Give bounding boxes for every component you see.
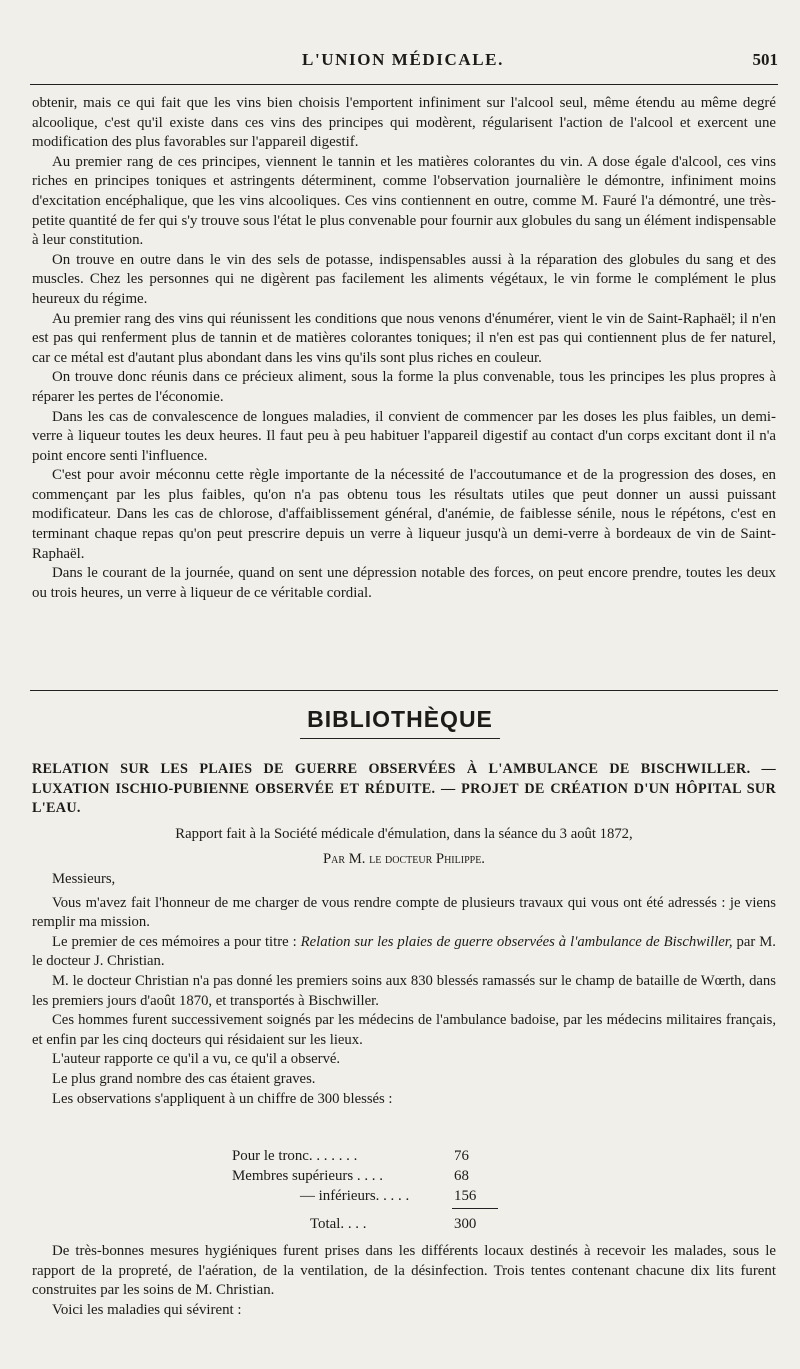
row-value: 68 [454,1168,469,1184]
article-paragraph: Au premier rang de ces principes, viennent le tannin et les matières colorantes du vin. A dose égale d'alcool, ces vins riches en principes toniques et astringents déterminent, comme l'observation journalière le démontre, infiniment moins d'excitation encéphalique, que les vins alcooliques. Ces vins contiennent en outre, comme M. Fauré l'a démontré, une très-petite quantité de fer qui s'y trouve sous l'état le plus convenable pour fournir aux globules du sang un élément indispensable à leur constitution. [32,153,776,249]
article-paragraph: Au premier rang des vins qui réunissent les conditions que nous venons d'énumérer, vient le vin de Saint-Raphaël; il n'en est pas qui renferment plus de tannin et de matières colorantes toniques; il n'en est pas qui contiennent plus de fer naturel, car ce métal est d'autant plus abondant dans les vins qu'ils sont plus riches en couleur. [32,310,776,366]
total-label: Total. . . . [310,1216,367,1232]
intro-paragraph: Vous m'avez fait l'honneur de me charger de vous rendre compte de plusieurs travaux qui vous ont été adressés : je viens remplir ma mission. [32,894,776,931]
auteur-paragraph: L'auteur rapporte ce qu'il a vu, ce qu'il a observé. [52,1051,341,1068]
first-memoir-paragraph [32,933,776,972]
observations-paragraph: Les observations s'appliquent à un chiffre de 300 blessés : [52,1090,393,1107]
first-memoir-title: Relation sur les plaies de guerre observées à l'ambulance de Bischwiller, [300,933,733,950]
first-memoir-prefix: Le premier de ces mémoires a pour titre : [52,933,301,950]
section-divider [30,690,778,691]
page-number: 501 [752,50,778,69]
author-line: Par M. le docteur Philippe. [323,851,485,868]
article-body [32,94,776,603]
total-value: 300 [454,1216,477,1232]
article-paragraph: Dans le courant de la journée, quand on sent une dépression notable des forces, on peut encore prendre, toutes les deux ou trois heures, un verre à liqueur de ce véritable cordial. [32,565,776,601]
mesures-paragraph: De très-bonnes mesures hygiéniques furent prises dans les différents locaux destinés à recevoir les malades, sous le rapport de la propreté, de l'aération, de la ventilation, de la désinfection. Trois tentes contenant chacune dix lits furent construites par les soins de M. Christian. [32,1243,776,1299]
total-rule [452,1208,498,1209]
row-label: Pour le tronc. . . . . . . [232,1148,358,1164]
table-row [0,1188,800,1208]
row-value: 76 [454,1148,469,1164]
graves-paragraph: Le plus grand nombre des cas étaient graves. [52,1070,316,1087]
running-title: L'UNION MÉDICALE. [302,50,504,69]
section-title: BIBLIOTHÈQUE [307,706,493,732]
maladies-paragraph: Voici les maladies qui sévirent : [52,1301,242,1318]
page-header [28,46,778,76]
work-title: RELATION SUR LES PLAIES DE GUERRE OBSERVÉES À L'AMBULANCE DE BISCHWILLER. — LUXATION ISCHIO-PUBIENNE OBSERVÉE ET RÉDUITE. — PROJET DE CRÉATION D'UN HÔPITAL SUR L'EAU. [32,761,776,817]
table-row [0,1148,800,1168]
article-paragraph: On trouve donc réunis dans ce précieux aliment, sous la forme la plus convenable, tous les principes les plus propres à réparer les pertes de l'économie. [32,369,776,405]
table-row [0,1168,800,1188]
bibliotheque-section [32,760,776,1109]
row-value: 156 [454,1188,477,1204]
article-paragraph: C'est pour avoir méconnu cette règle importante de la nécessité de l'accoutumance et de la progression des doses, en commençant par les plus faibles, qu'on n'a pas obtenu tous les résultats utiles que peut donner un aussi puissant modificateur. Dans les cas de chlorose, d'affaiblissement général, d'anémie, de faiblesse sénile, nous le répétons, c'est en terminant chaque repas qu'on peut prescrire depuis un verre à liqueur jusqu'à un demi-verre à bordeaux de vin de Saint-Raphaël. [32,467,776,562]
closing-text [32,1242,776,1320]
article-paragraph: On trouve en outre dans le vin des sels de potasse, indispensables aussi à la réparation des globules du sang et des muscles. Chez les personnes qui ne digèrent pas facilement les aliments végétaux, le vin forme le complément le plus heureux du régime. [32,251,776,307]
row-label: — inférieurs. . . . . [300,1188,410,1204]
total-row [0,1216,800,1236]
header-rule [30,84,778,85]
first-memoir-suffix: par M. le docteur J. Christian. [32,933,776,970]
soignes-paragraph: Ces hommes furent successivement soignés par les médecins de l'ambulance badoise, par les médecins militaires français, et enfin par les cinq docteurs qui résidaient sur les lieux. [32,1012,776,1048]
salutation: Messieurs, [52,870,116,887]
report-line: Rapport fait à la Société médicale d'émulation, dans la séance du 3 août 1872, [175,825,633,842]
article-paragraph: Dans les cas de convalescence de longues maladies, il convient de commencer par les doses les plus faibles, un demi-verre à liqueur toutes les deux heures. Il faut peu à peu habituer l'appareil digestif au contact d'un corps excitant dont il n'a point encore senti l'influence. [32,408,776,464]
row-label: Membres supérieurs . . . . [232,1168,383,1184]
article-paragraph: obtenir, mais ce qui fait que les vins bien choisis l'emportent infiniment sur l'alcool seul, même étendu au même degré alcoolique, c'est qu'il existe dans ces vins des principes qui modèrent, régularisent l'action de l'alcool et exercent une modification des plus favorables sur l'appareil digestif. [32,95,776,151]
section-title-rule [300,738,500,739]
christian-paragraph: M. le docteur Christian n'a pas donné les premiers soins aux 830 blessés ramassés sur le champ de bataille de Wœrth, dans les premiers jours d'août 1870, et transportés à Bischwiller. [32,972,776,1009]
